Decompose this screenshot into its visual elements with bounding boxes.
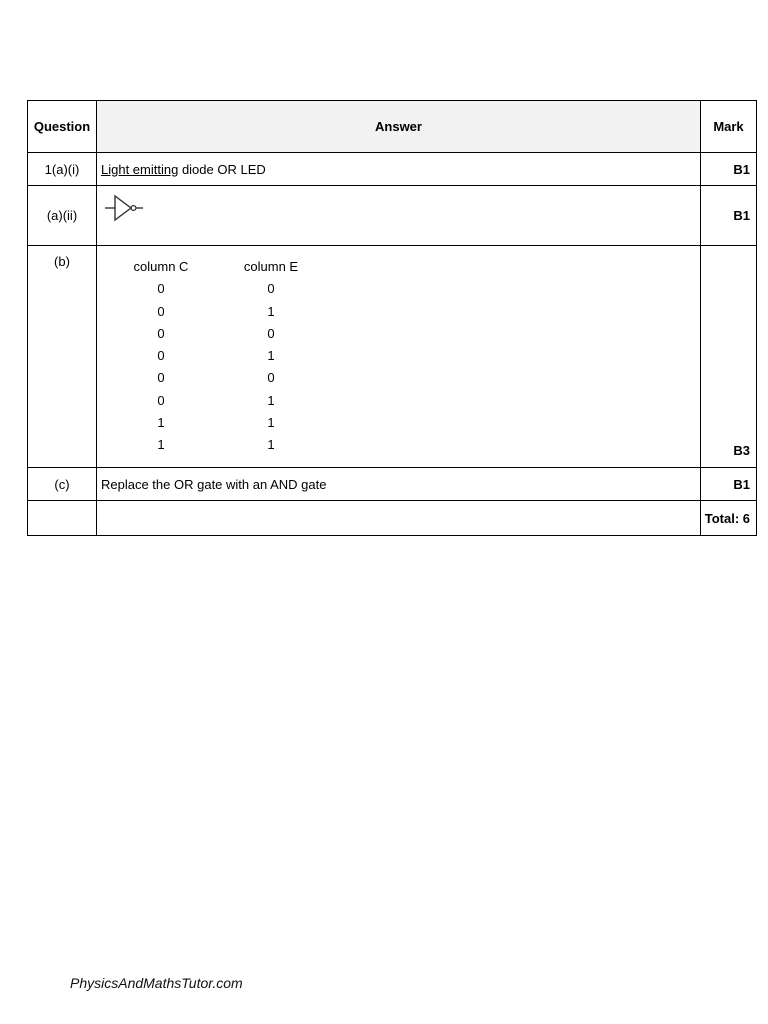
column-c-header: column C <box>133 259 189 274</box>
question-cell: 1(a)(i) <box>28 153 97 186</box>
column-c-value: 0 <box>157 325 165 341</box>
column-e-header: column E <box>243 259 299 274</box>
answer-cell <box>97 153 701 186</box>
column-e-value: 1 <box>267 303 275 319</box>
table-row <box>28 246 757 468</box>
answer-cell: Replace the OR gate with an AND gate <box>97 468 701 501</box>
truth-table <box>101 246 700 458</box>
column-c-value: 0 <box>157 303 165 319</box>
table-row <box>28 153 757 186</box>
answer-underlined-text: Light emitting <box>101 161 179 177</box>
column-c-value: 0 <box>157 281 165 297</box>
header-row <box>28 101 757 153</box>
column-c-value: 0 <box>157 348 165 364</box>
not-gate-icon <box>101 186 145 229</box>
column-e-value: 0 <box>267 281 275 297</box>
column-e-value: 0 <box>267 325 275 341</box>
mark-scheme-table <box>27 100 757 536</box>
footer-watermark: PhysicsAndMathsTutor.com <box>70 975 243 991</box>
mark-header: Mark <box>701 101 757 153</box>
column-e-value: 0 <box>267 370 275 386</box>
column-c-value: 0 <box>157 392 165 408</box>
empty-cell <box>97 501 701 536</box>
column-e-value: 1 <box>267 437 275 453</box>
column-c <box>121 256 201 457</box>
column-e-value: 1 <box>267 392 275 408</box>
question-header: Question <box>28 101 97 153</box>
answer-header: Answer <box>97 101 701 153</box>
total-row <box>28 501 757 536</box>
column-e-value: 1 <box>267 415 275 431</box>
column-c-value: 1 <box>157 415 165 431</box>
column-e <box>231 256 311 457</box>
answer-cell <box>97 186 701 246</box>
mark-cell: B1 <box>701 186 757 246</box>
column-e-value: 1 <box>267 348 275 364</box>
question-cell: (b) <box>28 246 97 468</box>
table-row <box>28 468 757 501</box>
column-c-value: 0 <box>157 370 165 386</box>
mark-cell: B3 <box>701 246 757 468</box>
empty-cell <box>28 501 97 536</box>
answer-cell <box>97 246 701 468</box>
answer-text: diode OR LED <box>178 161 266 177</box>
total-cell: Total: 6 <box>701 501 757 536</box>
mark-cell: B1 <box>701 153 757 186</box>
mark-cell: B1 <box>701 468 757 501</box>
question-cell: (c) <box>28 468 97 501</box>
table-row <box>28 186 757 246</box>
column-c-value: 1 <box>157 437 165 453</box>
question-cell: (a)(ii) <box>28 186 97 246</box>
